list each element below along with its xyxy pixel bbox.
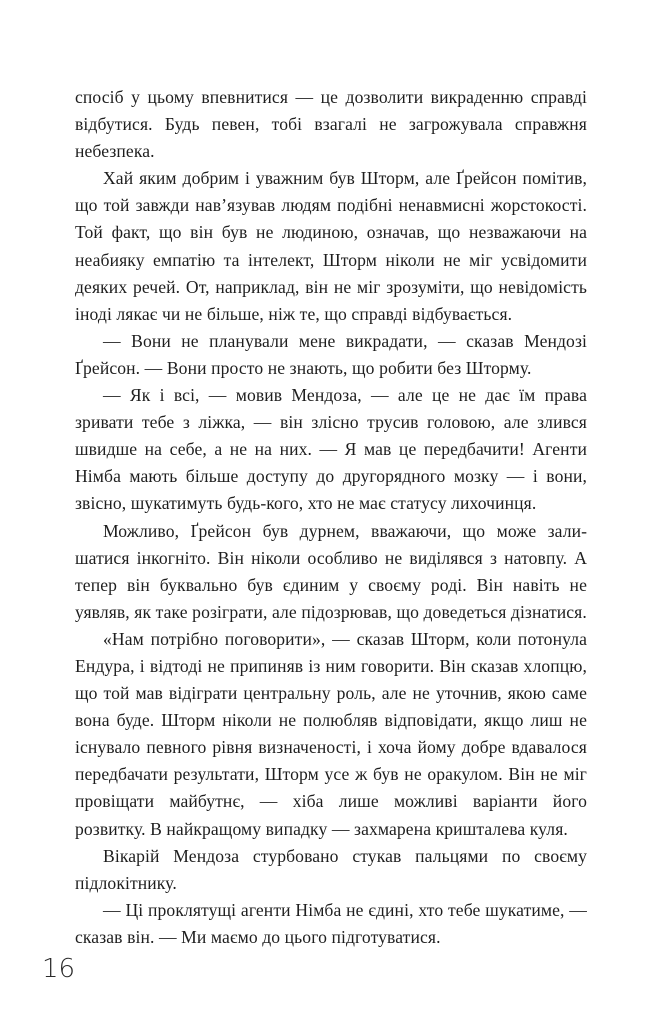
dialogue-paragraph: — Вони не планували мене викрадати, — сказав Мендозі Ґрейсон. — Вони просто не знають, що робити без Шторму. bbox=[75, 330, 587, 378]
paragraph: Можливо, Ґрейсон був дурнем, вважаючи, що може залишатися інкогніто. Він ніколи особливо не виділявся з натовпу. А тепер він буквально був єдиним у своєму роді. Він навіть не уявляв, як таке розіграти, але підозрював, що доведеться дізнатися. bbox=[75, 520, 587, 622]
page-number: 16 bbox=[42, 954, 76, 984]
paragraph: «Нам потрібно поговорити», — сказав Шторм, коли потонула Ендура, і відтоді не припиняв із ним говорити. Він сказав хлопцю, що той мав відіграти центральну роль, але не уточнив, якою саме вона буде. Шторм ніколи не полюбляв відповідати, якщо лиш не існувало певного рівня визначеності, і хоча йому добре вдавалося передбачати результати, Шторм усе ж був не оракулом. Він не міг провіщати майбутнє, — хіба лише можливі варіанти його розвитку. В найкращому випадку — захмарена кришталева куля. bbox=[75, 628, 587, 839]
paragraph: Вікарій Мендоза стурбовано стукав пальцями по своєму підлокітнику. bbox=[75, 845, 587, 893]
dialogue-paragraph: — Ці проклятущі агенти Німба не єдині, хто тебе шукатиме, — сказав він. — Ми маємо до цього підготуватися. bbox=[75, 899, 587, 947]
paragraph-continued: спосіб у цьому впевнитися — це дозволити викраденню справді відбутися. Будь певен, тобі взагалі не загрожувала справжня небезпека. bbox=[75, 87, 587, 162]
paragraph: Хай яким добрим і уважним був Шторм, але Ґрейсон помітив, що той завжди нав’язував людям подібні ненавмисні жорстокості. Той факт, що він був не людиною, означав, що незважаючи на неабияку емпатію та інтелект, Шторм ніколи не міг усвідомити деяких речей. От, наприклад, він не міг зрозуміти, що невідомість іноді лякає чи не більше, ніж те, що справді відбувається. bbox=[75, 168, 587, 324]
dialogue-paragraph: — Як і всі, — мовив Мендоза, — але це не дає їм права зривати тебе з ліжка, — він злісно трусив головою, але злився швидше на себе, а не на них. — Я мав це передбачити! Агенти Німба мають більше доступу до другорядного мозку — і вони, звісно, шукатимуть будь-кого, хто не має статусу лихочинця. bbox=[75, 385, 587, 514]
body-text bbox=[75, 84, 587, 951]
